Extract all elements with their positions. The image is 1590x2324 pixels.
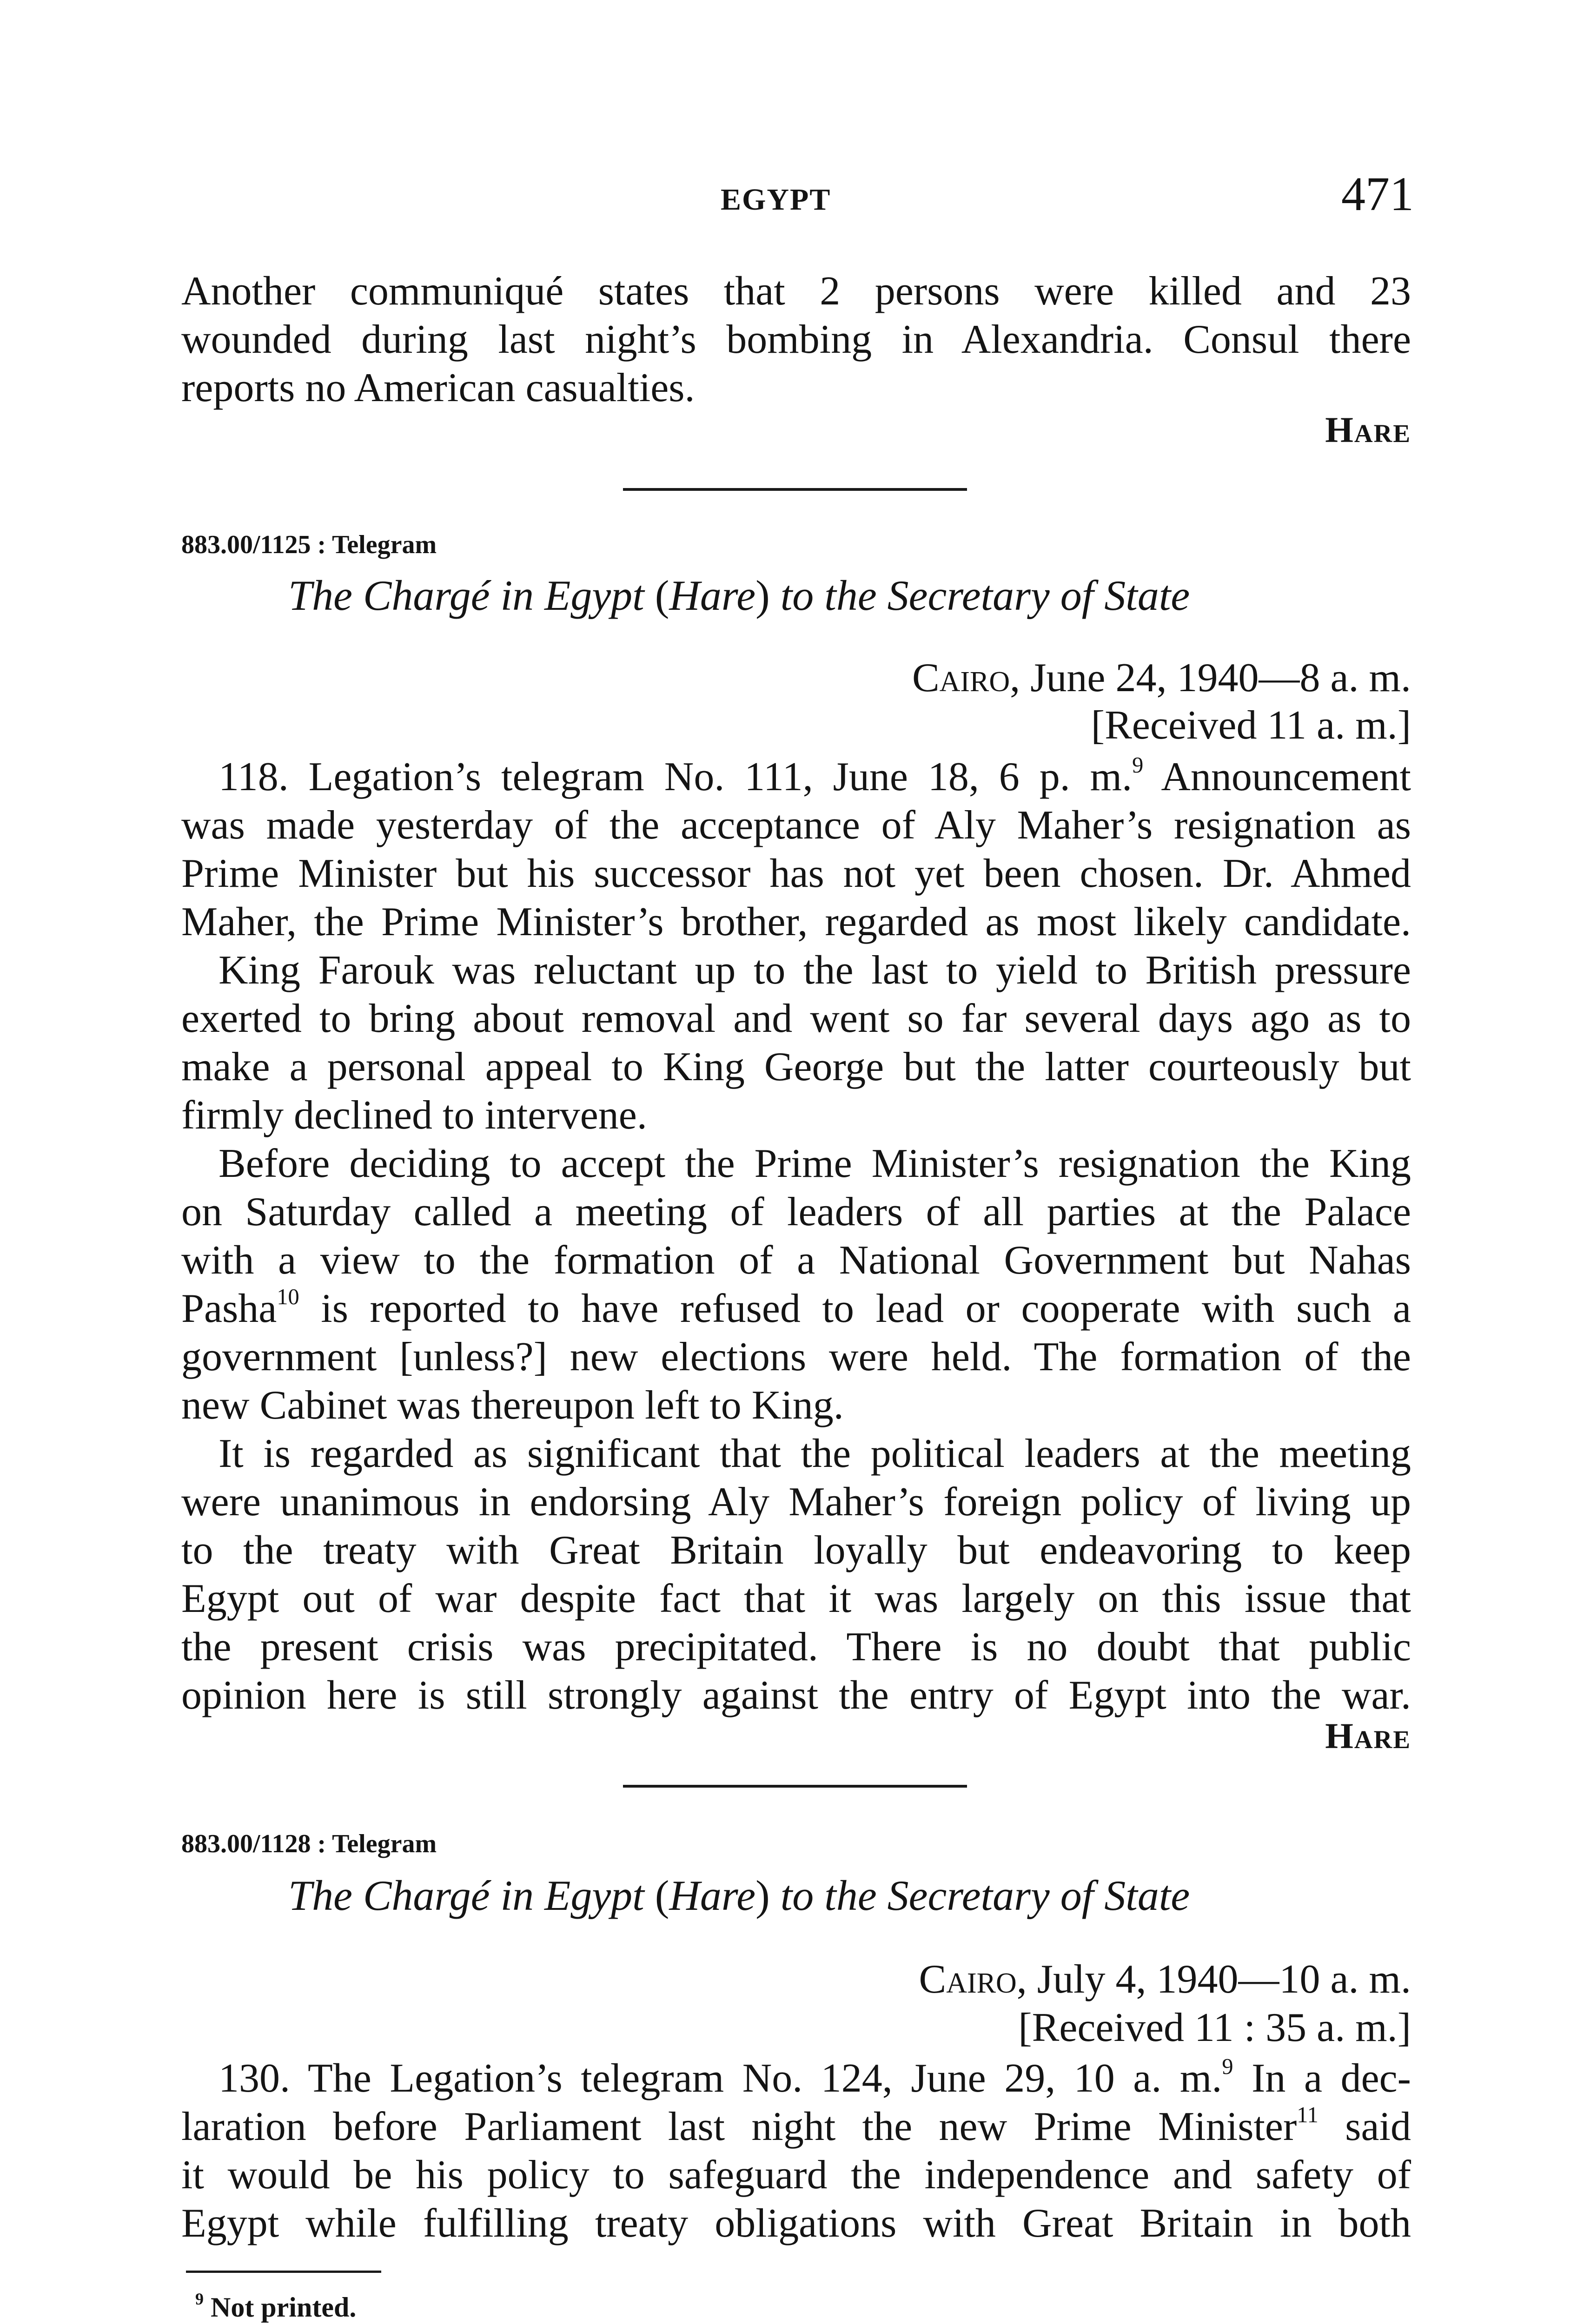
- text-line: Prime Minister but his successor has not yet been chosen. Dr. Ahmed: [181, 851, 1411, 896]
- telegram-paragraph: [181, 946, 1411, 1140]
- text-line: on Saturday called a meeting of leaders of all parties at the Palace: [181, 1189, 1411, 1235]
- dateline-place: Cairo,: [912, 655, 1020, 700]
- text-line: Maher, the Prime Minister’s brother, regarded as most likely candidate.: [181, 899, 1411, 944]
- text-line: wounded during last night’s bombing in Alexandria. Consul there: [181, 317, 1411, 362]
- text-line: Egypt while fulfilling treaty obligations with Great Britain in both: [181, 2201, 1411, 2246]
- telegram-paragraph: [181, 2054, 1411, 2248]
- footnote-rule: [186, 2271, 381, 2273]
- footnote-mark: 9: [195, 2289, 204, 2308]
- text-line: 118. Legation’s telegram No. 111, June 18, 6 p. m.$^9$ Announcement: [219, 753, 1411, 799]
- file-reference: 883.00/1128 : Telegram: [181, 1829, 437, 1858]
- dateline: [912, 654, 1411, 701]
- text-line: Before deciding to accept the Prime Minister’s resignation the King: [219, 1141, 1411, 1186]
- text-line: 130. The Legation’s telegram No. 124, June 29, 10 a. m.$^9$ In a dec-: [219, 2054, 1411, 2101]
- text-line: make a personal appeal to King George but the latter courteously but: [181, 1044, 1411, 1089]
- telegram-paragraph: [181, 1140, 1411, 1430]
- signature: Hare: [1325, 1716, 1411, 1756]
- dateline-place: Cairo,: [919, 1957, 1027, 2002]
- title-recipient: to the Secretary of State: [780, 572, 1190, 619]
- running-head: EGYPT: [721, 183, 831, 217]
- title-sender: The Chargé in Egypt: [288, 1872, 644, 1919]
- text-line: new Cabinet was thereupon left to King.: [181, 1383, 844, 1428]
- footnote-ref: 9: [1132, 753, 1144, 778]
- file-reference: 883.00/1125 : Telegram: [181, 530, 437, 559]
- text-line: was made yesterday of the acceptance of Aly Maher’s resignation as: [181, 803, 1411, 848]
- dateline-date: July 4, 1940—10 a. m.: [1027, 1957, 1411, 2002]
- footnote: $^9$ Not printed.: [195, 2289, 357, 2323]
- text-line: laration before Parliament last night the new Prime Minister$^{11}$ said: [181, 2103, 1411, 2149]
- dateline: [919, 1956, 1411, 2003]
- text-line: the present crisis was precipitated. There is no doubt that public: [181, 1624, 1411, 1670]
- text-line: to the treaty with Great Britain loyally but endeavoring to keep: [181, 1528, 1411, 1573]
- text-line: with a view to the formation of a National Government but Nahas: [181, 1238, 1411, 1283]
- text-line: Pasha$^{10}$ is reported to have refused to lead or cooperate with such a: [181, 1285, 1411, 1331]
- title-sender: The Chargé in Egypt: [288, 572, 644, 619]
- dateline-date: June 24, 1940—8 a. m.: [1020, 655, 1411, 700]
- footnote-ref: 9: [1222, 2054, 1233, 2080]
- text-line: were unanimous in endorsing Aly Maher’s foreign policy of living up: [181, 1479, 1411, 1525]
- text-line: exerted to bring about removal and went so far several days ago as to: [181, 996, 1411, 1041]
- section-divider: [623, 488, 967, 491]
- text-line: firmly declined to intervene.: [181, 1093, 647, 1138]
- section-divider: [623, 1785, 967, 1788]
- text-line: It is regarded as significant that the political leaders at the meeting: [219, 1431, 1411, 1476]
- footnote-ref: 11: [1297, 2103, 1318, 2128]
- title-recipient: to the Secretary of State: [780, 1872, 1190, 1919]
- text-line: government [unless?] new elections were held. The formation of the: [181, 1334, 1411, 1380]
- telegram-paragraph: [181, 753, 1411, 946]
- page-number: 471: [1341, 167, 1414, 221]
- footnote-ref: 10: [277, 1285, 299, 1310]
- text-line: Another communiqué states that 2 persons were killed and 23: [181, 269, 1411, 314]
- intro-paragraph: [181, 267, 1411, 412]
- telegram-paragraph: [181, 1430, 1411, 1720]
- text-line: King Farouk was reluctant up to the last to yield to British pressure: [219, 948, 1411, 993]
- text-line: Egypt out of war despite fact that it was largely on this issue that: [181, 1576, 1411, 1621]
- text-line: reports no American casualties.: [181, 365, 695, 410]
- text-line: it would be his policy to safeguard the independence and safety of: [181, 2152, 1411, 2198]
- document-title: The Chargé in Egypt (Hare) to the Secretary of State: [288, 1872, 1190, 1919]
- received-time: [Received 11 a. m.]: [1091, 703, 1411, 748]
- document-title: The Chargé in Egypt (Hare) to the Secretary of State: [288, 572, 1190, 619]
- signature: Hare: [1325, 409, 1411, 450]
- text-line: opinion here is still strongly against the entry of Egypt into the war.: [181, 1673, 1411, 1718]
- received-time: [Received 11 : 35 a. m.]: [1018, 2005, 1411, 2050]
